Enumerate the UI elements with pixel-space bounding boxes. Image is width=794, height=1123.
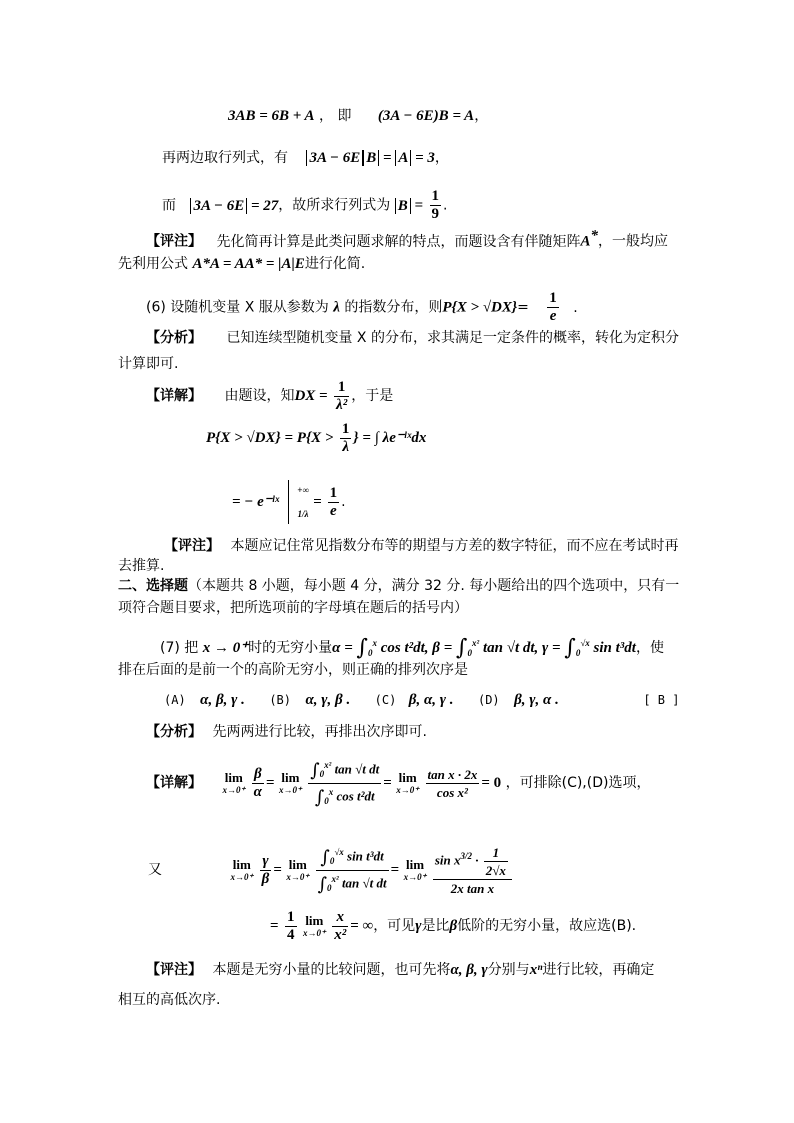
denominator: λ: [342, 438, 349, 455]
section-2-line-1: [118, 576, 679, 596]
punct: ，: [434, 150, 449, 166]
note-line-2: [118, 254, 365, 274]
detail-6-line-1: [146, 376, 393, 416]
beta-symbol: β: [449, 918, 458, 934]
result: [395, 198, 423, 214]
denominator: e: [549, 308, 557, 324]
detail-6-eq-1: [206, 418, 426, 458]
evaluation-bar: [288, 480, 289, 524]
option-c-label: (C): [374, 693, 397, 707]
text: (6) 设随机变量 X 服从参数为: [146, 299, 329, 316]
text: 项符合题目要求，把所选项前的字母填在题后的括号内）: [118, 600, 468, 616]
lim: lim x→0⁺: [396, 770, 420, 795]
section-title: 二、选择题: [118, 578, 188, 594]
analysis-tag: 【分析】: [146, 724, 202, 740]
option-a: α, β, γ .: [200, 692, 245, 708]
equation-line-1: [228, 106, 488, 126]
section-2-line-2: [118, 598, 468, 618]
denominator: e: [329, 502, 337, 519]
text: 低阶的无穷小量，故应选(B).: [457, 918, 637, 934]
note-7-line-1: [146, 960, 654, 980]
text: ，故所求行列式为: [278, 197, 391, 214]
option-b-label: (B): [269, 693, 292, 707]
option-c: β, α, γ .: [408, 692, 454, 708]
text: 的指数分布，则: [344, 299, 443, 316]
lim: lim x→0⁺: [279, 770, 302, 795]
text: (7) 把: [160, 640, 199, 656]
text: 已知连续型随机变量 X 的分布，求其满足一定条件的概率，转化为定积分: [226, 330, 679, 346]
question-7-options: [164, 690, 679, 710]
evaluation-limits: +∞ 1/λ: [297, 485, 309, 519]
option-d: β, γ, α .: [514, 692, 559, 708]
text: 再两边取行列式，有: [162, 150, 288, 166]
abs-term: 3A − 6E: [306, 150, 363, 166]
numerator: 1: [431, 188, 440, 204]
gamma-symbol: γ: [415, 918, 422, 934]
detail-7-line-3: = $\frac{1}{4}$ lim x→0⁺ $\frac{x}{\text{x²}}$ = ∞，可见γ是比β低阶的无穷小量，故应选(B).: [270, 908, 637, 943]
text: 先化简再计算是此类问题求解的特点，而题设含有伴随矩阵: [216, 233, 581, 250]
equation-right: } = ∫ λe⁻ˡˣdx: [353, 430, 427, 446]
limit-expr: x → 0⁺: [202, 640, 249, 656]
formula: A*A = AA* = |A|E: [192, 256, 305, 272]
lim: lim x→0⁺: [286, 857, 310, 882]
text: 是比: [421, 918, 450, 934]
equation-left: = − e⁻ˡˣ: [232, 494, 280, 510]
text: 分别与: [487, 962, 530, 978]
value: = 27: [250, 197, 279, 214]
equation-line-3: [162, 188, 447, 223]
punct: ，: [474, 108, 489, 124]
note-tag: 【评注】: [146, 233, 202, 250]
abs-term: B: [395, 198, 411, 214]
text: 先利用公式: [118, 256, 188, 272]
equation: 3AB = 6B + A: [228, 108, 315, 124]
note-line-1: 【评注】 先化简再计算是此类问题求解的特点，而题设含有伴随矩阵A*，一般均应: [146, 228, 668, 250]
text: 相互的高低次序.: [118, 992, 221, 1008]
text: 进行化简.: [304, 256, 366, 272]
lambda-symbol: λ: [333, 299, 340, 316]
text: 又: [148, 862, 162, 878]
greek-symbols: α, β, γ: [450, 962, 488, 978]
matrix-symbol: A: [580, 233, 591, 250]
punct: .: [573, 299, 578, 316]
numerator: 1: [549, 290, 557, 306]
fraction: [334, 379, 349, 414]
detail-tag: 【详解】: [146, 775, 202, 791]
text: 而: [162, 197, 176, 214]
analysis-6-line-2: [118, 354, 178, 374]
note-6-line-1: [164, 536, 678, 556]
definitions: $\alpha = \int_0^x$ cos t²dt, $\beta = \int_0^{x^2}$ tan √t dt, $\gamma = \int_0^{√x}$ sin t³dt: [332, 635, 636, 661]
note-7-line-2: [118, 990, 220, 1010]
abs-term: 3A − 6E: [190, 198, 247, 214]
abs-term: B: [363, 150, 379, 166]
numerator: 1: [329, 484, 338, 501]
separator-text: ， 即: [319, 108, 352, 124]
text: ，使: [635, 640, 664, 656]
option-a-label: (A): [164, 693, 186, 707]
note-tag: 【评注】: [164, 538, 220, 554]
text: 由题设，知: [224, 388, 295, 404]
text: 时的无穷小量: [248, 640, 333, 656]
answer-bracket: [ B ]: [643, 693, 680, 707]
denominator: λ²: [336, 396, 348, 413]
text: 先两两进行比较，再排出次序即可.: [212, 724, 427, 740]
note-6-line-2: [118, 556, 164, 576]
equation-line-2: [162, 148, 449, 168]
option-d-label: (D): [477, 693, 500, 707]
text: （本题共 8 小题，每小题 4 分，满分 32 分. 每小题给出的四个选项中，只有一: [188, 578, 680, 594]
fraction: [328, 485, 340, 520]
abs-term: A: [395, 150, 411, 166]
analysis-tag: 【分析】: [146, 330, 202, 346]
option-b: α, γ, β .: [305, 692, 351, 708]
text: ，可见: [373, 918, 416, 934]
detail-6-eq-2: = − e⁻ˡˣ +∞ 1/λ = $\frac{1}{e}$ .: [232, 480, 346, 524]
text: 本题是无穷小量的比较问题，也可先将: [212, 962, 451, 978]
detail-7-line-2: [148, 832, 514, 908]
answer-fraction: [547, 290, 559, 325]
text: 去推算.: [118, 558, 165, 574]
eq: =: [517, 299, 529, 316]
lim: lim x→0⁺: [403, 857, 427, 882]
limit-derivation-2: lim x→0⁺ $\frac{\gamma}{\beta}$ = lim x→0⁺ $\frac{\int_0^{√x} \sin t^3dt}{\int_0^{x^2} \tan √t dt}$ = lim x→0⁺ $\sin x^{3/2}$ · $\frac{1}{2√x}$ 2x tan x: [230, 862, 513, 878]
determinant-equation: 3A − 6E B = A = 3: [306, 150, 434, 166]
determinant-value: [190, 198, 278, 214]
analysis-7: [146, 722, 427, 742]
text: 计算即可.: [118, 356, 179, 372]
eq: =: [414, 197, 424, 214]
limit-derivation: lim x→0⁺ $\frac{\beta}{\alpha}$ = lim x→0⁺ $\frac{\int_0^{x^2} \tan √t dt}{\int_0^x \cos t^2dt}$ = lim x→0⁺ $\frac{\text{tan x · 2x}}{\text{cos x²}}$ = 0: [222, 775, 505, 791]
text: ，可排除(C),(D)选项，: [505, 775, 651, 791]
equation: (3A − 6E)B = A: [377, 108, 475, 124]
text: ，一般均应: [597, 233, 668, 250]
power-symbol: xⁿ: [529, 962, 543, 978]
probability-expr: P{X > √DX}: [442, 299, 518, 316]
analysis-6-line-1: [146, 328, 679, 348]
punct: .: [341, 494, 346, 510]
text: ，于是: [351, 388, 394, 404]
fraction: [340, 421, 352, 456]
numerator: 1: [341, 420, 350, 437]
note-tag: 【评注】: [146, 962, 202, 978]
punct: .: [443, 197, 448, 214]
lim: lim x→0⁺: [302, 913, 326, 938]
detail-tag: 【详解】: [146, 388, 202, 404]
equation-left: P{X > √DX} = P{X >: [206, 430, 334, 446]
fraction: [430, 188, 442, 223]
numerator: 1: [334, 379, 349, 397]
question-7-line-2: [118, 660, 468, 680]
detail-7-line-1: [146, 748, 650, 818]
value: = 3: [415, 150, 435, 166]
question-6: [146, 290, 578, 325]
variance-expr: DX =: [294, 388, 328, 404]
denominator: 9: [431, 206, 440, 222]
text: 进行比较，再确定: [542, 962, 655, 978]
lim: lim x→0⁺: [230, 857, 254, 882]
text: 排在后面的是前一个的高阶无穷小，则正确的排列次序是: [118, 662, 468, 678]
text: 本题应记住常见指数分布等的期望与方差的数字特征，而不应在考试时再: [230, 538, 679, 554]
lim: lim x→0⁺: [222, 770, 246, 795]
